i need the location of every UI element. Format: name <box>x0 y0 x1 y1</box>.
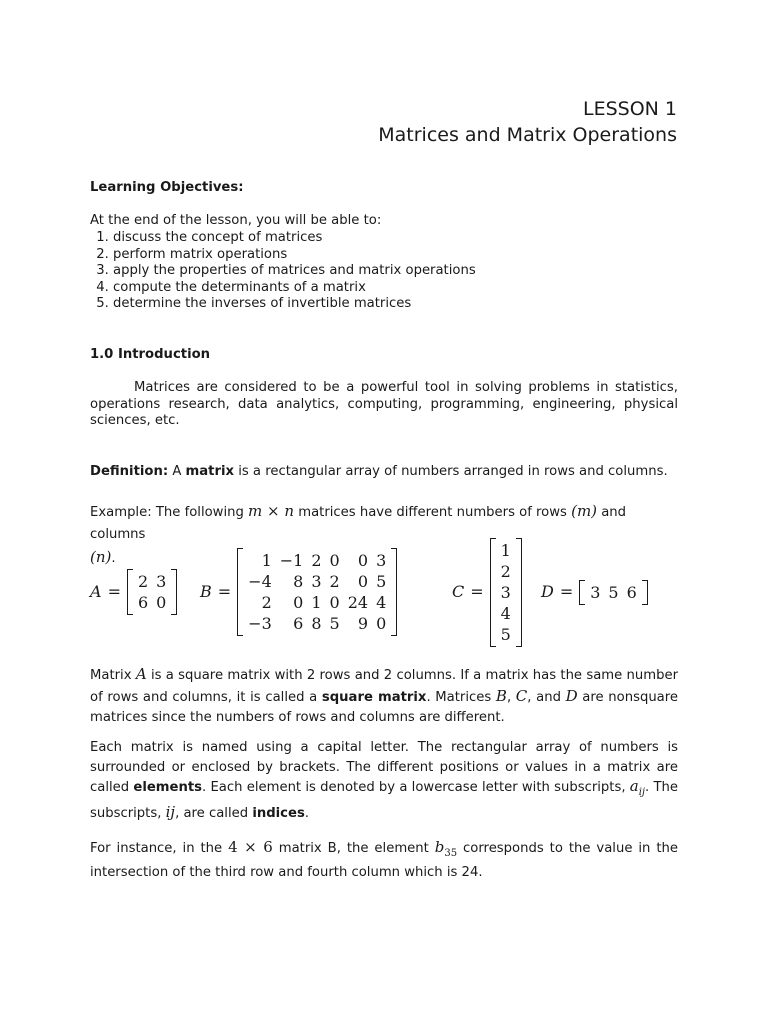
matrix-a-block <box>90 569 177 615</box>
math-symbol: A <box>135 665 147 683</box>
matrix-a-entry: 2 <box>137 572 149 591</box>
example-text: Example: The following <box>90 505 249 520</box>
matrix-b-entry: 0 <box>376 614 387 633</box>
matrix-a <box>127 569 177 615</box>
body-text: . The subscripts, <box>90 780 678 821</box>
body-text: . <box>304 805 309 821</box>
body-text: . Matrices <box>426 690 496 705</box>
matrix-b-entry: 0 <box>329 551 340 570</box>
objectives-heading: Learning Objectives: <box>90 180 244 195</box>
matrix-d-block <box>541 580 648 605</box>
matrix-c <box>490 538 522 647</box>
example-dims: m × n <box>248 502 295 520</box>
body-text: matrix B, the element <box>272 841 435 856</box>
cols-symbol: (n) <box>90 548 112 566</box>
objective-item: 5. determine the inverses of invertible matrices <box>113 296 678 313</box>
matrix-b-entry: 3 <box>376 551 387 570</box>
lesson-number: LESSON 1 <box>582 98 677 120</box>
matrix-b-entry: 0 <box>293 593 304 612</box>
matrix-b-entry: 9 <box>357 614 369 633</box>
body-text: is a square matrix with 2 rows and 2 columns. If a matrix has the same number of rows and columns, it is called a <box>90 668 678 705</box>
body-text: corresponds to the value in the intersection of the third row and fourth column which is 24. <box>90 841 678 880</box>
matrix-a-entry: 3 <box>156 572 167 591</box>
objectives-intro: At the end of the lesson, you will be able to: <box>90 213 382 228</box>
body-text: For instance, in the <box>90 841 229 856</box>
term-elements: elements <box>133 780 203 795</box>
matrix-b-entry: 1 <box>311 593 322 612</box>
matrix-a-entry: 0 <box>156 593 167 612</box>
matrix-b-entry: 8 <box>293 572 304 591</box>
example-text: matrices have different numbers of rows <box>294 505 572 520</box>
objective-item: 1. discuss the concept of matrices <box>113 230 678 247</box>
objective-item: 4. compute the determinants of a matrix <box>113 280 678 297</box>
body-text: Each matrix is named using a capital letter. The rectangular array of numbers is surrounded or enclosed by brackets. The different positions or values in a matrix are called <box>90 740 678 795</box>
element-notation <box>434 838 458 859</box>
matrix-b-entry: 6 <box>293 614 304 633</box>
definition-label: Definition: <box>90 464 169 479</box>
matrix-a-label: A <box>90 581 102 601</box>
matrix-b-block <box>200 548 397 636</box>
definition-term: matrix <box>185 464 235 479</box>
math-symbol: a <box>629 777 639 795</box>
matrix-b-entry: 4 <box>376 593 387 612</box>
elements-paragraph <box>90 738 678 823</box>
matrix-b-entry: 2 <box>261 593 272 612</box>
matrix-c-entry: 4 <box>500 604 511 623</box>
instance-paragraph <box>90 838 678 882</box>
math-symbol: b <box>434 838 445 856</box>
square-matrix-paragraph <box>90 664 678 728</box>
matrix-b-entry: 2 <box>329 572 340 591</box>
matrix-b-entry: 0 <box>357 572 369 591</box>
matrix-b-entry: 1 <box>261 551 272 570</box>
matrix-d <box>579 580 648 605</box>
term-indices: indices <box>252 805 305 821</box>
matrix-d-entry: 5 <box>608 583 619 602</box>
matrix-d-entry: 3 <box>590 583 601 602</box>
matrix-b-entry: 3 <box>311 572 322 591</box>
definition-text: A <box>168 464 186 479</box>
term-square-matrix: square matrix <box>321 690 427 705</box>
body-text: Matrix <box>90 668 136 683</box>
math-subscript: ij <box>638 787 646 798</box>
body-text: , are called <box>175 805 253 821</box>
objectives-list <box>90 230 678 313</box>
example-text: . <box>111 551 116 566</box>
math-symbol: D <box>565 687 578 705</box>
matrix-a-entry: 6 <box>137 593 149 612</box>
objective-item: 2. perform matrix operations <box>113 247 678 264</box>
definition-text: is a rectangular array of numbers arranged in rows and columns. <box>234 464 668 479</box>
lesson-title: Matrices and Matrix Operations <box>378 124 677 146</box>
math-symbol: C <box>515 687 528 705</box>
matrix-d-entry: 6 <box>626 583 637 602</box>
matrix-b-entry: −1 <box>279 551 304 570</box>
math-subscript: 35 <box>444 848 458 859</box>
body-text: . Each element is denoted by a lowercase letter with subscripts, <box>202 780 630 795</box>
matrix-c-label: C <box>452 582 465 602</box>
lesson-header <box>378 96 677 148</box>
matrix-b-entry: 5 <box>329 614 340 633</box>
math-symbol: B <box>495 687 507 705</box>
matrix-b-entry: 8 <box>311 614 322 633</box>
matrix-c-block <box>452 538 522 647</box>
body-text: are nonsquare matrices since the numbers of rows and columns are different. <box>90 690 678 725</box>
matrix-b <box>237 548 397 636</box>
matrix-d-label: D <box>541 582 554 602</box>
equals-sign: = <box>559 582 574 602</box>
body-text: , <box>506 690 516 705</box>
introduction-paragraph: Matrices are considered to be a powerful tool in solving problems in statistics, operations research, data analytics, computing, programming, engineering, physical sciences, etc. <box>90 380 678 429</box>
equals-sign: = <box>217 581 232 601</box>
matrix-b-entry: −4 <box>248 572 272 591</box>
math-symbol: ij <box>165 802 176 821</box>
equals-sign: = <box>107 581 121 601</box>
element-notation <box>629 777 646 798</box>
matrix-b-entry: 5 <box>376 572 387 591</box>
equals-sign: = <box>470 582 484 602</box>
math-dims: 4 × 6 <box>228 838 273 856</box>
introduction-heading: 1.0 Introduction <box>90 347 211 362</box>
matrix-b-entry: 2 <box>311 551 322 570</box>
rows-symbol: (m) <box>571 502 598 520</box>
definition-paragraph <box>90 464 678 481</box>
matrix-b-entry: 24 <box>347 593 369 612</box>
matrix-c-entry: 2 <box>500 562 511 581</box>
body-text: , and <box>527 690 566 705</box>
matrix-c-entry: 1 <box>500 541 511 560</box>
matrix-c-entry: 3 <box>500 583 511 602</box>
matrix-c-entry: 5 <box>500 625 511 644</box>
objective-item: 3. apply the properties of matrices and matrix operations <box>113 263 678 280</box>
matrix-b-entry: 0 <box>357 551 369 570</box>
example-text: and columns <box>90 505 627 542</box>
matrix-b-entry: 0 <box>329 593 340 612</box>
matrix-b-label: B <box>200 581 212 601</box>
matrix-b-entry: −3 <box>248 614 272 633</box>
